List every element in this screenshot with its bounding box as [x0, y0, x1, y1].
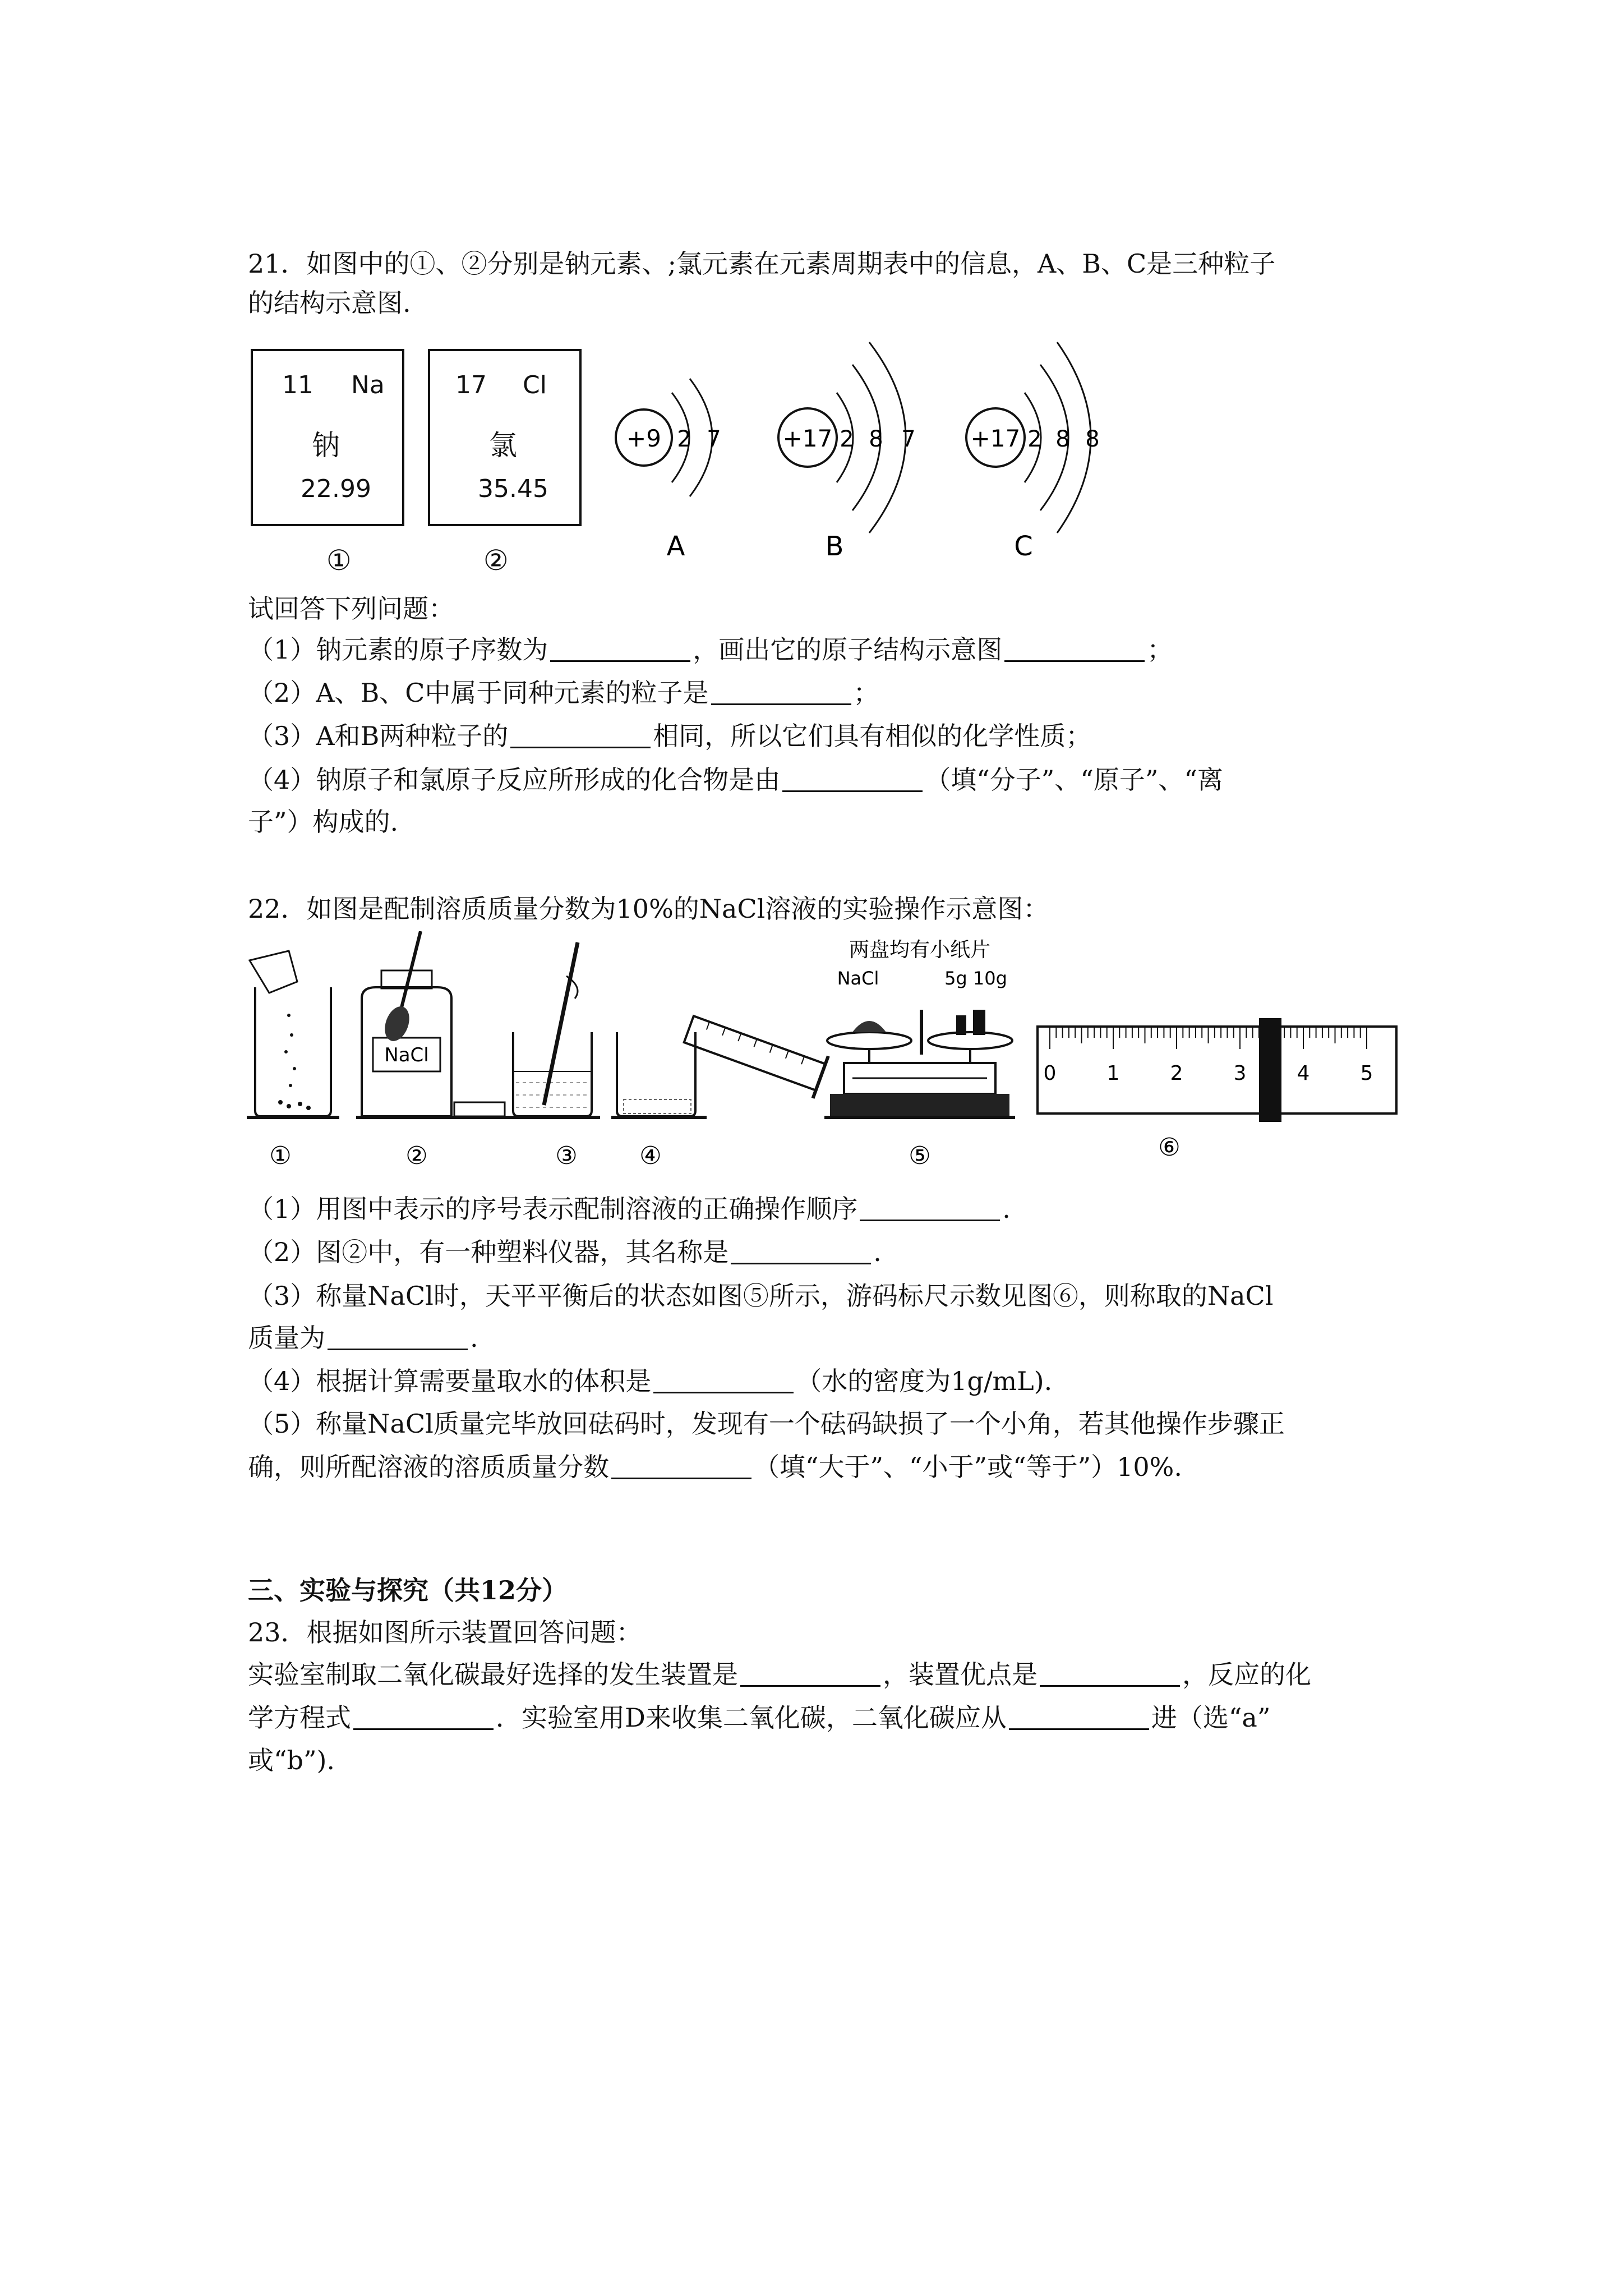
svg-text:4: 4 [1297, 1062, 1310, 1085]
q22-operation-figure [247, 931, 1402, 1184]
op6-rider-scale [1038, 1018, 1396, 1122]
q22-sub2: （2）图②中，有一种塑料仪器，其名称是 . [248, 1237, 882, 1267]
svg-text:5: 5 [1360, 1062, 1373, 1085]
atomic-mass: 22.99 [301, 475, 371, 503]
atomic-mass: 35.45 [478, 475, 548, 503]
particle-a-label: A [666, 531, 685, 562]
answer-blank[interactable] [550, 636, 690, 662]
svg-text:3: 3 [1233, 1062, 1247, 1085]
answer-blank[interactable] [1040, 1660, 1180, 1687]
svg-text:0: 0 [1043, 1062, 1057, 1085]
atomic-number: 17 [455, 371, 487, 399]
q23-line1: 实验室制取二氧化碳最好选择的发生装置是 ，装置优点是 ，反应的化 [248, 1659, 1311, 1690]
particle-b-label: B [825, 531, 844, 562]
svg-text:7: 7 [901, 426, 916, 452]
element-symbol: Cl [523, 371, 547, 399]
q21-sub1: （1）钠元素的原子序数为 ，画出它的原子结构示意图 ； [248, 634, 1173, 665]
svg-text:2: 2 [840, 426, 854, 452]
balance-title: 两盘均有小纸片 [849, 938, 991, 961]
atomic-number: 11 [282, 371, 313, 399]
element-name: 氯 [489, 429, 517, 462]
q21-intro-line1: 21．如图中的①、②分别是钠元素、;氯元素在元素周期表中的信息，A、B、C是三种粒子 [248, 249, 1276, 279]
answer-blank[interactable] [1009, 1704, 1149, 1730]
answer-blank[interactable] [740, 1660, 880, 1687]
figure-label-1: ① [326, 544, 352, 577]
answer-blank[interactable] [1004, 636, 1145, 662]
op4-pouring-water [611, 1008, 828, 1117]
svg-text:2: 2 [1170, 1062, 1183, 1085]
figure-label: ② [405, 1142, 428, 1170]
svg-text:8: 8 [869, 426, 883, 452]
balance-right-label: 5g 10g [944, 968, 1007, 989]
figure-label-2: ② [483, 544, 509, 577]
element-cell-sodium [251, 349, 404, 526]
element-symbol: Na [351, 371, 385, 399]
figure-label: ⑥ [1158, 1133, 1181, 1162]
q22-sub3-cont: 质量为 . [248, 1323, 478, 1353]
particle-a-nucleus: +9 [626, 425, 661, 452]
answer-blank[interactable] [353, 1704, 494, 1730]
answer-blank[interactable] [731, 1238, 871, 1264]
figure-label: ④ [639, 1142, 662, 1170]
particle-structure-diagrams [606, 325, 1127, 572]
q22-intro: 22．如图是配制溶质质量分数为10%的NaCl溶液的实验操作示意图： [248, 894, 1049, 924]
element-cell-chlorine [428, 349, 582, 526]
particle-c-nucleus: +17 [970, 425, 1021, 452]
answer-blank[interactable] [653, 1367, 794, 1393]
answer-blank[interactable] [510, 722, 651, 748]
section-3-title: 三、实验与探究（共12分） [248, 1575, 568, 1605]
q21-prompt: 试回答下列问题： [248, 593, 454, 624]
q22-sub5: （5）称量NaCl质量完毕放回砝码时，发现有一个砝码缺损了一个小角，若其他操作步骤正 [248, 1409, 1285, 1439]
q23-intro: 23．根据如图所示装置回答问题： [248, 1617, 642, 1648]
op5-balance [824, 938, 1015, 1117]
svg-text:7: 7 [707, 426, 721, 452]
op3-stirring [508, 942, 600, 1117]
particle-b-diagram [778, 342, 916, 562]
q22-sub5-cont: 确，则所配溶液的溶质质量分数 （填“大于”、“小于”或“等于”）10%. [248, 1452, 1182, 1482]
q23-line3: 或“b”). [248, 1745, 335, 1775]
element-name: 钠 [312, 429, 340, 462]
figure-label: ③ [555, 1142, 578, 1170]
particle-c-diagram [966, 342, 1100, 562]
rider [1259, 1018, 1281, 1122]
answer-blank[interactable] [860, 1195, 1000, 1221]
answer-blank[interactable] [328, 1324, 468, 1350]
balance-left-label: NaCl [837, 968, 879, 989]
svg-text:2: 2 [677, 426, 691, 452]
q21-sub4-cont: 子”）构成的. [248, 807, 399, 837]
q21-sub4: （4）钠原子和氯原子反应所形成的化合物是由 （填“分子”、“原子”、“离 [248, 765, 1223, 795]
particle-a-diagram [616, 379, 721, 562]
q21-sub3: （3）A和B两种粒子的 相同，所以它们具有相似的化学性质； [248, 721, 1092, 751]
figure-label: ① [269, 1142, 292, 1170]
svg-text:2: 2 [1027, 426, 1042, 452]
q21-sub2: （2）A、B、C中属于同种元素的粒子是 ； [248, 678, 879, 708]
figure-label: ⑤ [909, 1142, 931, 1170]
q23-line2: 学方程式 ．实验室用D来收集二氧化碳，二氧化碳应从 进（选“a” [248, 1703, 1271, 1733]
svg-text:8: 8 [1055, 426, 1070, 452]
particle-c-label: C [1014, 531, 1033, 562]
op2-reagent-jar [356, 931, 510, 1117]
answer-blank[interactable] [782, 766, 923, 792]
q22-sub1: （1）用图中表示的序号表示配制溶液的正确操作顺序 . [248, 1194, 1011, 1224]
svg-text:1: 1 [1106, 1062, 1120, 1085]
answer-blank[interactable] [611, 1453, 751, 1479]
op1-pouring-solid [247, 951, 339, 1117]
q22-sub3: （3）称量NaCl时，天平平衡后的状态如图⑤所示，游码标尺示数见图⑥，则称取的NaCl [248, 1281, 1274, 1311]
answer-blank[interactable] [711, 679, 851, 705]
jar-label: NaCl [384, 1044, 429, 1066]
q21-intro-line2: 的结构示意图. [248, 288, 411, 318]
svg-text:8: 8 [1085, 426, 1100, 452]
q22-sub4: （4）根据计算需要量取水的体积是 （水的密度为1g/mL). [248, 1366, 1053, 1396]
particle-b-nucleus: +17 [782, 425, 833, 452]
